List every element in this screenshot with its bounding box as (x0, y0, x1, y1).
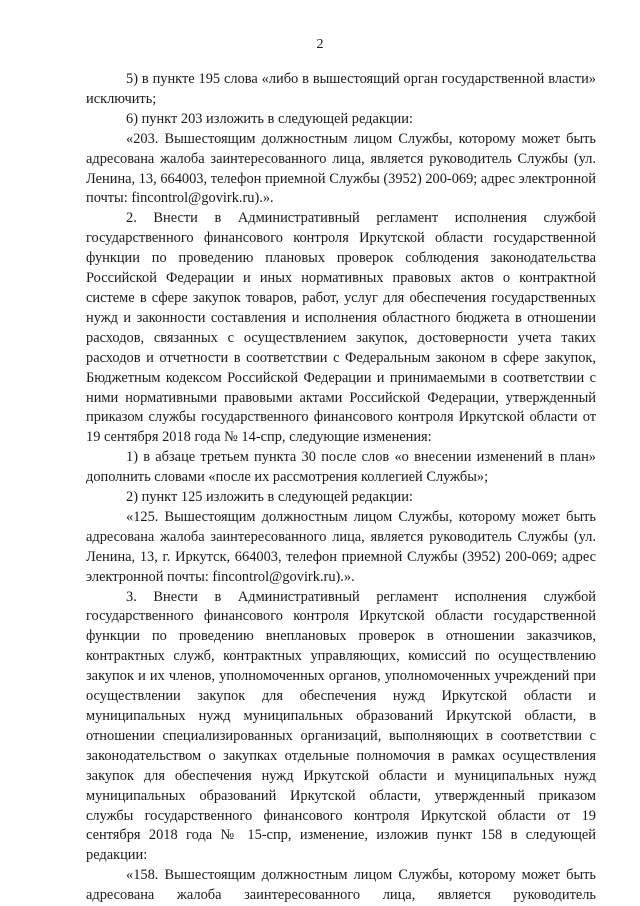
paragraph-item-5: 5) в пункте 195 слова «либо в вышестоящий орган государственной власти» исключить; (86, 71, 596, 107)
page-number: 2 (316, 37, 324, 52)
paragraph-quote-203: «203. Вышестоящим должностным лицом Службы, которому может быть адресована жалоба заинтересованного лица, является руководитель Службы (ул. Ленина, 13, 664003, телефон приемной Службы (3952) 200-069; адрес электронной почты: fincontrol@govirk.ru).». (86, 130, 596, 207)
paragraph-quote-125: «125. Вышестоящим должностным лицом Службы, которому может быть адресована жалоба заинтересованного лица, является руководитель Службы (ул. Ленина, 13, г. Иркутск, 664003, телефон приемной Службы (3952) 200-069; адрес электронной почты: fincontrol@govirk.ru).». (86, 508, 596, 585)
paragraph-amendment-2: 2) пункт 125 изложить в следующей редакции: (126, 489, 413, 506)
paragraph-item-6: 6) пункт 203 изложить в следующей редакции: (126, 110, 413, 127)
paragraph-amendment-1: 1) в абзаце третьем пункта 30 после слов «о внесении изменений в план» дополнить словами «после их рассмотрения коллегией Службы»; (86, 449, 596, 486)
paragraph-section-2: 2. Внести в Административный регламент исполнения службой государственного финансового контроля Иркутской области государственной функции по проведению плановых проверок соблюдения законодательства Российской Федерации и иных нормативных правовых актов о контрактной системе в сфере закупок товаров, работ, услуг для обеспечения государственных нужд и законности составления и исполнения областного бюджета в отношении расходов, связанных с осуществлением закупок, достоверности учета таких расходов и отчетности в соответствии с Федеральным законом в сфере закупок, Бюджетным кодексом Российской Федерации и принимаемыми в соответствии с ними нормативными правовыми актами Российской Федерации, утвержденный приказом службы государственного финансового контроля Иркутской области от 19 сентября 2018 года № 14-спр, следующие изменения: (86, 210, 596, 446)
document-body (86, 70, 596, 906)
paragraph-section-3: 3. Внести в Административный регламент исполнения службой государственного финансового контроля Иркутской области государственной функции по проведению внеплановых проверок в отношении заказчиков, контрактных служб, контрактных управляющих, комиссий по осуществлению закупок и их членов, уполномоченных органов, уполномоченных учреждений при осуществлении закупок для обеспечения нужд Иркутской области и муниципальных нужд муниципальных образований Иркутской области, в отношении специализированных организаций, выполняющих в соответствии с законодательством о закупках отдельные полномочия в рамках осуществления закупок для обеспечения нужд Иркутской области и муниципальных нужд муниципальных образований Иркутской области, утвержденный приказом службы государственного финансового контроля Иркутской области от 19 сентября 2018 года № 15-спр, изменение, изложив пункт 158 в следующей редакции: (86, 588, 596, 864)
paragraph-quote-158: «158. Вышестоящим должностным лицом Службы, которому может быть адресована жалоба заинтересованного лица, является руководитель (86, 867, 596, 904)
